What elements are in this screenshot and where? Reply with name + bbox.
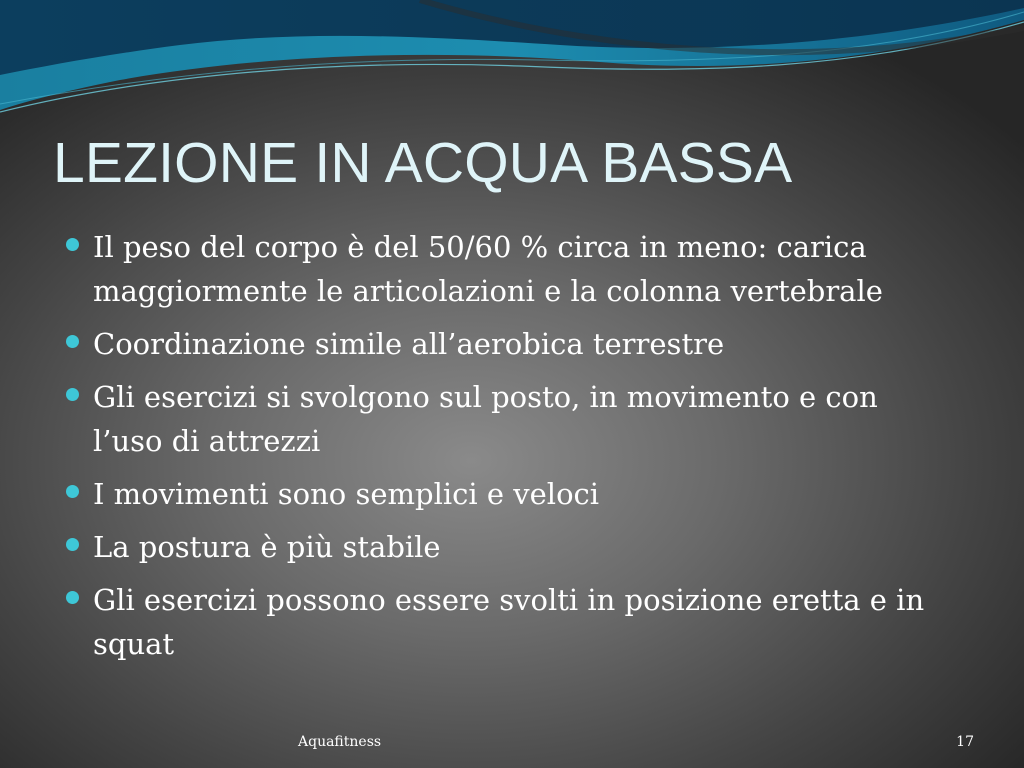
bullet-dot-icon [66,485,79,498]
bullet-text: I movimenti sono semplici e veloci [93,477,600,511]
page-number: 17 [956,734,974,750]
slide-title: LEZIONE IN ACQUA BASSA [53,131,793,195]
bullet-item [66,472,956,516]
bullet-item [66,375,956,463]
bullet-item [66,225,956,313]
footer-text: Aquafitness [298,734,382,750]
bullet-text: Gli esercizi si svolgono sul posto, in movimento e con l’uso di attrezzi [93,380,878,458]
bullet-text: La postura è più stabile [93,530,441,564]
bullet-text: Coordinazione simile all’aerobica terrestre [93,327,725,361]
bullet-dot-icon [66,591,79,604]
bullet-dot-icon [66,238,79,251]
bullet-item [66,322,956,366]
bullet-text: Il peso del corpo è del 50/60 % circa in meno: carica maggiormente le articolazioni e la colonna vertebrale [93,230,883,308]
bullet-item [66,525,956,569]
bullet-dot-icon [66,538,79,551]
bullet-list [66,225,956,675]
bullet-dot-icon [66,388,79,401]
bullet-dot-icon [66,335,79,348]
header-wave-decoration [0,0,1024,130]
bullet-text: Gli esercizi possono essere svolti in posizione eretta e in squat [93,583,925,661]
bullet-item [66,578,956,666]
